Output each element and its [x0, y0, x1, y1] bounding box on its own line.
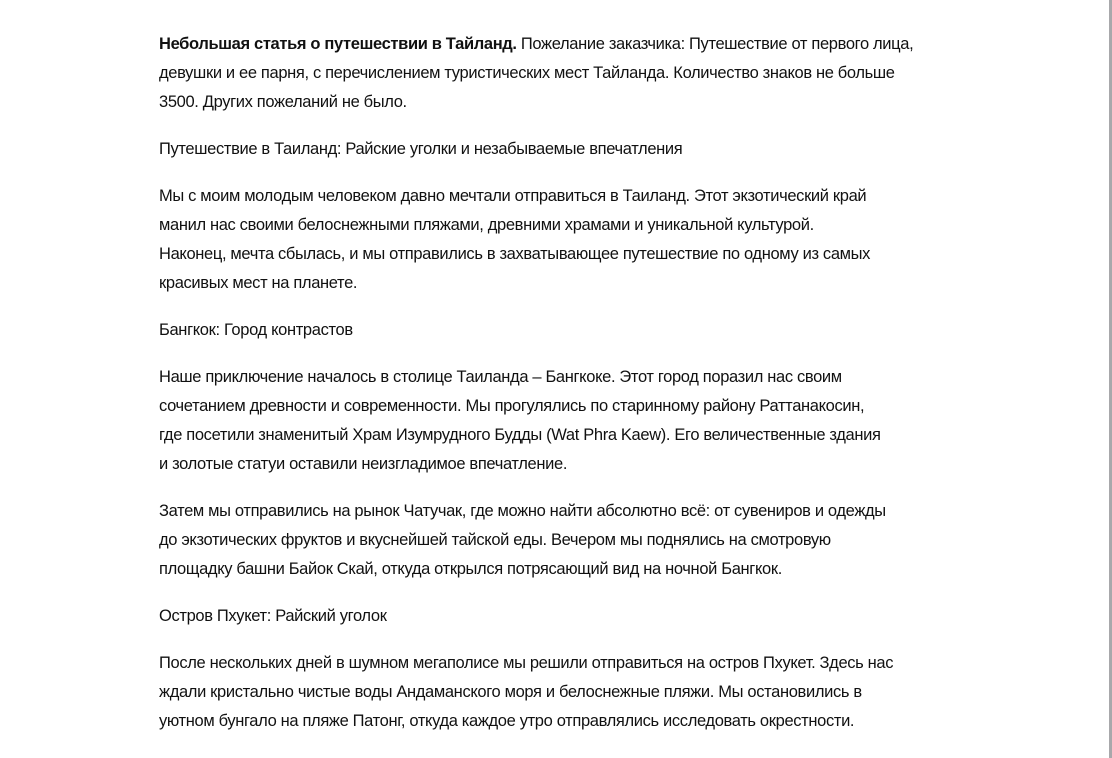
text-line: После нескольких дней в шумном мегаполисе мы решили отправиться на остров Пхукет. Здесь нас: [159, 654, 894, 672]
paragraph: [159, 497, 1039, 584]
text-line: уютном бунгало на пляже Патонг, откуда каждое утро отправлялись исследовать окрестности.: [159, 712, 855, 730]
section-heading: [159, 316, 1039, 345]
intro-title: Небольшая статья о путешествии в Тайланд.: [159, 35, 517, 53]
text-line: Затем мы отправились на рынок Чатучак, где можно найти абсолютно всё: от сувениров и одежды: [159, 502, 886, 520]
section-heading: [159, 135, 1039, 164]
text-line: где посетили знаменитый Храм Изумрудного Будды (Wat Phra Kaew). Его величественные здания: [159, 426, 881, 444]
document-body: [159, 30, 1039, 754]
intro-paragraph: [159, 30, 1039, 117]
text-line: Остров Пхукет: Райский уголок: [159, 607, 387, 625]
section-heading: [159, 602, 1039, 631]
text-line: Путешествие в Таиланд: Райские уголки и незабываемые впечатления: [159, 140, 683, 158]
intro-line: [159, 30, 1039, 59]
intro-line-text: Пожелание заказчика: Путешествие от первого лица,: [516, 35, 914, 53]
text-line: площадку башни Байок Скай, откуда открылся потрясающий вид на ночной Бангкок.: [159, 560, 782, 578]
text-line: ждали кристально чистые воды Андаманского моря и белоснежные пляжи. Мы остановились в: [159, 683, 862, 701]
text-line: и золотые статуи оставили неизгладимое впечатление.: [159, 455, 568, 473]
text-line: красивых мест на планете.: [159, 274, 358, 292]
intro-line: девушки и ее парня, с перечислением туристических мест Тайланда. Количество знаков не больше: [159, 64, 895, 82]
text-line: манил нас своими белоснежными пляжами, древними храмами и уникальной культурой.: [159, 216, 814, 234]
intro-line: 3500. Других пожеланий не было.: [159, 93, 407, 111]
text-line: до экзотических фруктов и вкуснейшей тайской еды. Вечером мы поднялись на смотровую: [159, 531, 831, 549]
text-line: сочетанием древности и современности. Мы прогулялись по старинному району Раттанакосин,: [159, 397, 865, 415]
paragraph: [159, 649, 1039, 736]
paragraph: [159, 182, 1039, 298]
text-line: Бангкок: Город контрастов: [159, 321, 353, 339]
paragraph: [159, 363, 1039, 479]
text-line: Мы с моим молодым человеком давно мечтали отправиться в Таиланд. Этот экзотический край: [159, 187, 867, 205]
text-line: Наконец, мечта сбылась, и мы отправились в захватывающее путешествие по одному из самых: [159, 245, 871, 263]
text-line: Наше приключение началось в столице Таиланда – Бангкоке. Этот город поразил нас своим: [159, 368, 842, 386]
